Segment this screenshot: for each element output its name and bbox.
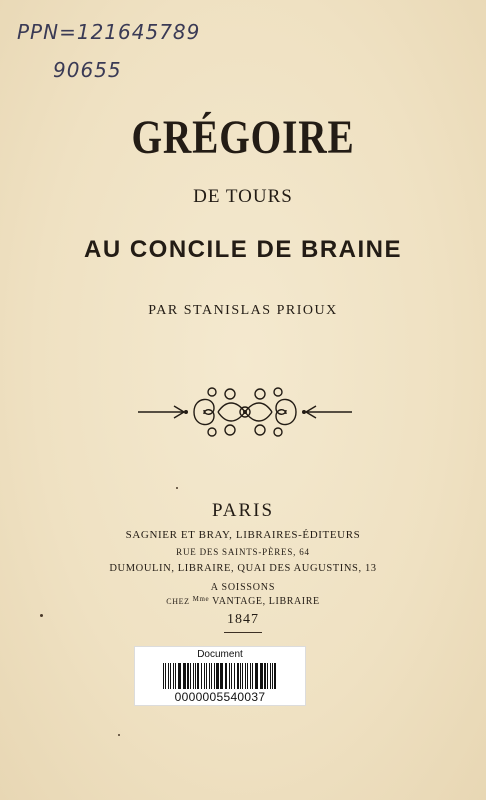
- imprint-city-2: A SOISSONS: [210, 582, 276, 593]
- imprint-publisher-2: DUMOULIN, LIBRAIRE, QUAI DES AUGUSTINS, 13: [109, 563, 377, 574]
- barcode-bar: [214, 663, 215, 689]
- barcode-label: [135, 647, 305, 705]
- barcode-bar: [270, 663, 271, 689]
- ornament-icon: [134, 380, 356, 444]
- barcode-bar: [247, 663, 248, 689]
- barcode-bar: [190, 663, 191, 689]
- imprint-address-1: RUE DES SAINTS-PÈRES, 64: [176, 547, 310, 557]
- barcode-bar: [252, 663, 253, 689]
- barcode-bar: [231, 663, 232, 689]
- barcode-bar: [173, 663, 174, 689]
- barcode-bar: [267, 663, 268, 689]
- barcode-bar: [220, 663, 223, 689]
- imprint-mme: Mme: [192, 595, 210, 603]
- barcode-bar: [245, 663, 246, 689]
- imprint-year: 1847: [227, 612, 259, 627]
- barcode-bar: [195, 663, 196, 689]
- handwritten-number: 90655: [53, 58, 122, 82]
- paper-speck: [176, 487, 178, 489]
- barcode-bar: [237, 663, 239, 689]
- barcode-bar: [163, 663, 164, 689]
- imprint-city: PARIS: [211, 500, 275, 521]
- subtitle-de-tours: DE TOURS: [193, 186, 293, 207]
- author-line: PAR STANISLAS PRIOUX: [148, 303, 338, 318]
- barcode-bar: [178, 663, 181, 689]
- barcode-bar: [272, 663, 273, 689]
- imprint-chez: CHEZ: [166, 597, 190, 606]
- barcode-bar: [216, 663, 219, 689]
- book-title: GRÉGOIRE: [131, 111, 355, 164]
- barcode-bar: [250, 663, 251, 689]
- barcode-bar: [225, 663, 227, 689]
- barcode-bar: [264, 663, 266, 689]
- imprint-publisher-1: SAGNIER ET BRAY, LIBRAIRES-ÉDITEURS: [125, 529, 361, 541]
- handwritten-ppn: PPN=121645789: [17, 20, 201, 44]
- barcode-bar: [168, 663, 169, 689]
- barcode-bar: [211, 663, 212, 689]
- barcode-bar: [260, 663, 263, 689]
- barcode-bar: [193, 663, 194, 689]
- barcode-bar: [234, 663, 235, 689]
- barcode-icon: [163, 663, 277, 689]
- barcode-bar: [240, 663, 241, 689]
- barcode-bar: [197, 663, 199, 689]
- barcode-bar: [204, 663, 205, 689]
- imprint-publisher-3-line: [0, 595, 486, 607]
- barcode-bar: [274, 663, 276, 689]
- barcode-bar: [255, 663, 258, 689]
- barcode-bar: [183, 663, 186, 689]
- subtitle-concile: AU CONCILE DE BRAINE: [83, 236, 402, 263]
- barcode-bar: [187, 663, 189, 689]
- barcode-bar: [229, 663, 230, 689]
- barcode-number: 0000005540037: [174, 690, 266, 704]
- barcode-title: Document: [197, 649, 243, 660]
- barcode-bar: [201, 663, 202, 689]
- paper-speck: [40, 614, 43, 617]
- barcode-bar: [175, 663, 176, 689]
- barcode-bar: [165, 663, 166, 689]
- barcode-bar: [170, 663, 171, 689]
- divider: [224, 632, 262, 633]
- imprint-publisher-3: VANTAGE, LIBRAIRE: [212, 596, 320, 607]
- barcode-bar: [206, 663, 207, 689]
- paper-speck: [118, 734, 120, 736]
- barcode-bar: [242, 663, 243, 689]
- barcode-bar: [209, 663, 210, 689]
